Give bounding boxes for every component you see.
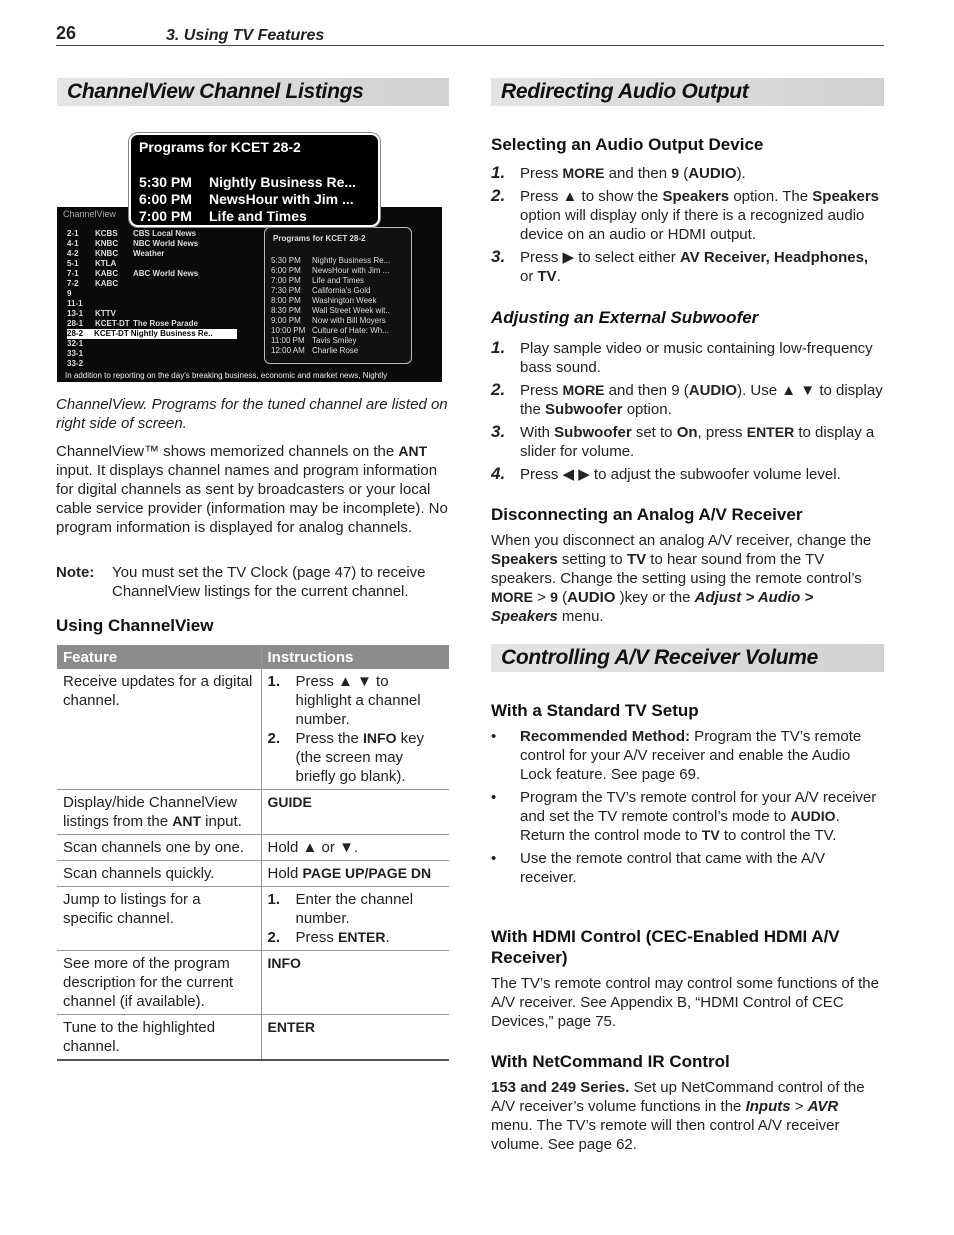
- screen-description: In addition to reporting on the day's breaking business, economic and market news, Nightly: [65, 371, 388, 380]
- channel-list: [67, 229, 243, 369]
- channel-row: 33-1: [67, 349, 84, 358]
- channel-row: 7-1 KABC ABC World News: [67, 269, 199, 278]
- down-arrow-icon: ▼: [339, 839, 354, 856]
- channel-row: 5-1 KTLA: [67, 259, 117, 268]
- subwoofer-steps: [491, 339, 884, 488]
- list-item: 3. With Subwoofer set to On, press ENTER to display a slider for volume.: [491, 422, 875, 460]
- channel-row: 13-1 KTTV: [67, 309, 116, 318]
- channelview-screen: [57, 207, 442, 382]
- channel-row: 9: [67, 289, 72, 298]
- list-item: 3. Press ▶ to select either AV Receiver, Headphones, or TV.: [491, 247, 869, 285]
- popup-row: 6:00 PM NewsHour with Jim ...: [139, 191, 354, 207]
- banner-receiver-volume: Controlling A/V Receiver Volume: [491, 644, 884, 672]
- popup-row: 7:00 PM Life and Times: [139, 208, 307, 224]
- panel-program-row: 11:00 PM Tavis Smiley: [271, 336, 357, 345]
- left-right-arrow-icon: ◀ ▶: [562, 466, 590, 483]
- channel-row: 4-1 KNBC NBC World News: [67, 239, 199, 248]
- table-row: See more of the program description for the current channel (if available). INFO: [57, 951, 449, 1015]
- page-number: 26: [56, 23, 77, 43]
- hdmi-paragraph: The TV’s remote control may control some functions of the A/V receiver. See Appendix B, “HDMI Control of CEC Devices,” page 75.: [491, 975, 879, 1030]
- list-item: 1. Play sample video or music containing low-frequency bass sound.: [491, 338, 873, 376]
- chapter-title: 3. Using TV Features: [166, 27, 325, 44]
- channel-row: 28-1 KCET-DT The Rose Parade: [67, 319, 198, 328]
- netcommand-paragraph: 153 and 249 Series. Set up NetCommand control of the A/V receiver’s volume functions in the Inputs > AVR menu. The TV’s remote will then control A/V receiver volume. See page 62.: [491, 1079, 865, 1153]
- subwoofer-heading: Adjusting an External Subwoofer: [491, 308, 759, 327]
- note-label: Note:: [56, 564, 95, 581]
- channel-row: 28-2 KCET-DT Nightly Business Re..: [67, 329, 237, 339]
- selecting-audio-heading: Selecting an Audio Output Device: [491, 135, 764, 154]
- panel-program-row: 5:30 PM Nightly Business Re...: [271, 256, 391, 265]
- selecting-steps: [491, 164, 884, 290]
- channel-row: 4-2 KNBC Weather: [67, 249, 165, 258]
- panel-title: Programs for KCET 28-2: [273, 234, 366, 243]
- list-item: • Recommended Method: Program the TV’s remote control for your A/V receiver and enable the Audio Lock feature. See page 69.: [491, 728, 862, 783]
- panel-program-row: 8:30 PM Wall Street Week wit..: [271, 306, 390, 315]
- table-row: Display/hide ChannelView listings from the ANT input. GUIDE: [57, 790, 449, 835]
- panel-program-row: 7:00 PM Life and Times: [271, 276, 365, 285]
- table-header-row: [57, 645, 449, 669]
- up-arrow-icon: ▲: [562, 188, 578, 205]
- standard-setup-bullets: [491, 727, 884, 891]
- table-row: Jump to listings for a specific channel. 1. Enter the channel number. 2. Press ENTER.: [57, 887, 449, 951]
- table-row: Scan channels quickly. Hold PAGE UP/PAGE DN: [57, 861, 449, 887]
- up-down-arrow-icon: ▲ ▼: [781, 382, 816, 399]
- table-row: Scan channels one by one. Hold ▲ or ▼.: [57, 835, 449, 861]
- panel-program-row: 8:00 PM Washington Week: [271, 296, 377, 305]
- table-row: Receive updates for a digital channel. 1. Press ▲ ▼ to highlight a channel number. 2. Press the INFO key (the screen may briefly go blank).: [57, 669, 449, 790]
- program-panel: [264, 227, 412, 364]
- list-item: 4. Press ◀ ▶ to adjust the subwoofer volume level.: [491, 464, 841, 483]
- program-popup: [129, 133, 380, 227]
- using-channelview-heading: Using ChannelView: [56, 616, 214, 635]
- list-item: 1. Press MORE and then 9 (AUDIO).: [491, 163, 746, 182]
- disconnect-heading: Disconnecting an Analog A/V Receiver: [491, 505, 803, 524]
- disconnect-paragraph: When you disconnect an analog A/V receiver, change the Speakers setting to TV to hear sound from the TV speakers. Change the setting using the remote control’s MORE > 9 (AUDIO )key or the Adjust > Audio > Speakers menu.: [491, 532, 872, 625]
- panel-program-list: [271, 256, 390, 356]
- note-text: You must set the TV Clock (page 47) to receive ChannelView listings for the current channel.: [112, 564, 426, 600]
- screen-label: ChannelView: [63, 209, 116, 219]
- col-instructions: Instructions: [261, 645, 449, 669]
- standard-setup-heading: With a Standard TV Setup: [491, 701, 699, 720]
- up-down-arrow-icon: ▲ ▼: [338, 673, 372, 690]
- col-feature: Feature: [57, 645, 261, 669]
- up-arrow-icon: ▲: [302, 839, 318, 856]
- popup-title: Programs for KCET 28-2: [139, 139, 301, 155]
- panel-program-row: 7:30 PM California's Gold: [271, 286, 371, 295]
- image-caption: ChannelView. Programs for the tuned channel are listed on right side of screen.: [56, 396, 448, 432]
- banner-channelview: ChannelView Channel Listings: [57, 78, 449, 106]
- list-item: 2. Press ▲ to show the Speakers option. The Speakers option will display only if there is a recognized audio device on an audio or HDMI output.: [491, 186, 879, 243]
- banner-redirecting-audio: Redirecting Audio Output: [491, 78, 884, 106]
- channel-row: 33-2: [67, 359, 84, 368]
- channel-row: 11-1: [67, 299, 83, 308]
- table-row: Tune to the highlighted channel. ENTER: [57, 1015, 449, 1061]
- popup-row: 5:30 PM Nightly Business Re...: [139, 174, 357, 190]
- channel-row: 32-1: [67, 339, 84, 348]
- intro-paragraph: ChannelView™ shows memorized channels on the ANT input. It displays channel names and program information for digital channels as sent by broadcasters or your local cable service provider (information may be incomplete). No program information is displayed for analog channels.: [56, 443, 448, 536]
- header-rule: [56, 45, 884, 46]
- panel-program-row: 9:00 PM Now with Bill Moyers: [271, 316, 386, 325]
- channel-row: 2-1 KCBS CBS Local News: [67, 229, 197, 238]
- netcommand-heading: With NetCommand IR Control: [491, 1052, 730, 1071]
- panel-program-row: 12:00 AM Charlie Rose: [271, 346, 359, 355]
- list-item: 2. Press MORE and then 9 (AUDIO). Use ▲ ▼ to display the Subwoofer option.: [491, 380, 883, 418]
- hdmi-heading: With HDMI Control (CEC-Enabled HDMI A/V Receiver): [491, 927, 840, 967]
- note: [56, 563, 448, 601]
- right-arrow-icon: ▶: [562, 249, 575, 266]
- list-item: • Use the remote control that came with the A/V receiver.: [491, 850, 826, 886]
- list-item: • Program the TV’s remote control for your A/V receiver and set the TV remote control’s mode to AUDIO. Return the control mode to TV to control the TV.: [491, 789, 877, 844]
- channel-row: 7-2 KABC: [67, 279, 119, 288]
- feature-table: [57, 645, 449, 1061]
- panel-program-row: 10:00 PM Culture of Hate: Wh...: [271, 326, 389, 335]
- panel-program-row: 6:00 PM NewsHour with Jim ...: [271, 266, 390, 275]
